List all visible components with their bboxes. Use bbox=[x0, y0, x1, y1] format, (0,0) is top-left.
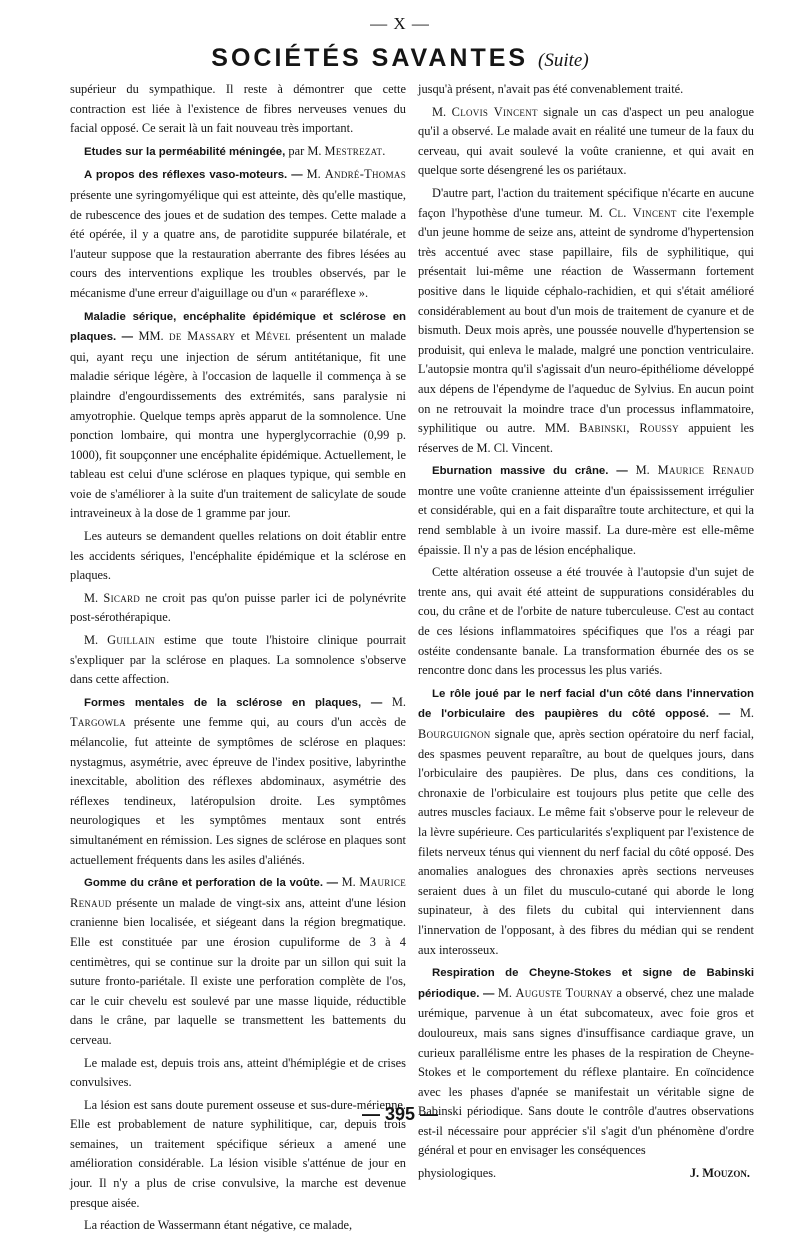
author: Clovis Vincent bbox=[451, 104, 538, 119]
author: André-Thomas bbox=[324, 167, 407, 182]
author: Sicard bbox=[103, 590, 141, 605]
author: Mestrezat. bbox=[324, 143, 386, 158]
paragraph: supérieur du sympathique. Il reste à démontrer que cette contraction est liée à l'existence de fibres nerveuses venues du facial opposé. Ce serait là un fait nouveau très important. bbox=[70, 82, 406, 136]
author: Targowla bbox=[70, 715, 126, 730]
last-line: physiologiques. bbox=[418, 1166, 497, 1181]
paragraph: M. Guillain estime que toute l'histoire clinique pourrait s'expliquer par la sclérose en plaques. La somnolence s'observe dans cette affection. bbox=[70, 633, 406, 687]
paragraph: La lésion est sans doute purement osseuse et sus-dure-mérienne. Elle est probablement de nature syphilitique, car, depuis trois semaines, un traitement spécifique sérieux a amené une amélioration considérable. La lésion visible s'atténue de jour en jour. Il n'y a plus de crise convulsive, la marche est devenue presque aisée. bbox=[70, 1097, 406, 1210]
section-title: Formes mentales de la sclérose en plaques, — bbox=[84, 696, 383, 709]
paragraph: M. Clovis Vincent signale un cas d'aspect un peu analogue qu'il a observé. Le malade avait en réalité une tumeur de la faux du cerveau, qui avait soulevé la voûte cranienne, et qui avait en quelque sorte désengrené les os pariétaux. bbox=[418, 104, 755, 178]
section-title: Etudes sur la perméabilité méningée, bbox=[84, 145, 286, 158]
footer-page-number: — 395 — bbox=[361, 1104, 439, 1124]
paragraph: Les auteurs se demandent quelles relations on doit établir entre les accidents sériques, l'encéphalite épidémique et la sclérose en plaques. bbox=[70, 529, 406, 583]
section-permeabilite: Etudes sur la perméabilité méningée, par M. Mestrezat. bbox=[84, 143, 386, 158]
page-number: — X — bbox=[370, 14, 430, 33]
paragraph: Cette altération osseuse a été trouvée à l'autopsie d'un sujet de trente ans, qui avait été atteint de suppurations considérables du cou, du crâne et de l'orbite de nature tuberculeuse. C'est au contact de ces lésions inflammatoires spécifiques que l'os a réagi par ostéite condensante banale. La transformation éburnée des os se rencontre donc dans les processus les plus variés. bbox=[418, 565, 754, 678]
section-formes-mentales: Formes mentales de la sclérose en plaques, — M. Targowla présente une femme qui, au cours d'un accès de mélancolie, fut atteinte de symptômes de sclérose en plaques: nystagmus, asymétrie, avec épreuve de l'index positive, labyrinthe inexcitable, abolition des réflexes abdominaux, asymétrie des réflexes tendineux, latéropulsion droite. Les symptômes neurologiques et les symptômes mentaux sont entrés simultanément en rémission. Les signes de sclérose en plaques sont actuellement fréquents dans les asiles d'aliénés. bbox=[70, 694, 406, 867]
author: Bourguignon bbox=[418, 727, 491, 741]
section-nerf-facial: Le rôle joué par le nerf facial d'un côté dans l'innervation de l'orbiculaire des paupières du côté opposé. — M. Bourguignon signale que, après section opératoire du nerf facial, des spasmes peuvent reparaître, au bout de quelques jours, dans l'orbiculaire des paupières. De plus, dans ces conditions, la chronaxie de l'orbiculaire est toujours plus petite que celle des autres muscles faciaux. Le même fait s'observe pour le releveur de la lèvre supérieure. Ces particularités s'expliquent par l'existence de filets nerveux ténus qui viennent du nerf facial du côté opposé. Des anomalies analogues des chronaxies après sections nerveuses seraient dues à un filet du musculo-cutané qui aborde le long supinateur, à des filets du cubital qui interviennent dans l'innervation de l'opposant, à des fibres du médian qui se rendent aux interosseux. bbox=[418, 687, 754, 957]
section-eburnation: Eburnation massive du crâne. — M. Maurice Renaud montre une voûte cranienne atteinte d'un épaississement irrégulier et considérable, qui en a fait disparaître toute architecture, et qui la rend semblable à un ivoire massif. La dure-mère est elle-même épaissie. Il n'y a pas de lésion encéphalique. bbox=[418, 463, 755, 557]
paragraph: D'autre part, l'action du traitement spécifique n'écarte en aucune façon l'hypothèse d'une tumeur. M. Cl. Vincent cite l'exemple d'un jeune homme de seize ans, atteint de syndrome d'hypertension très accentué avec stase papillaire, fils de syphilitique, qui présentait lui-même une réaction de Wassermann fortement positive dans le liquide céphalo-rachidien, et qui s'était amélioré considérablement au bout d'un mois de traitement de cyanure et de bismuth. Deux mois après, une poussée nouvelle d'hypertension se produisit, qui enleva le malade, malgré une ponction ventriculaire. L'autopsie montra qu'il s'agissait d'un neuro-épithéliome développé aux dépens de l'épendyme de l'aqueduc de Sylvius. En aucun point on ne retrouvait la moindre trace d'un processus inflammatoire, syphilitique ou autre. MM. Babinski, Roussy appuient les réserves de M. Cl. Vincent. bbox=[418, 185, 754, 455]
section-title: Le rôle joué par le nerf facial d'un côté dans l'innervation de l'orbiculaire des paupières du côté opposé. — bbox=[418, 687, 754, 721]
paragraph: La réaction de Wassermann étant négative, ce malade, bbox=[84, 1218, 353, 1233]
right-column bbox=[418, 80, 755, 1181]
author: Maurice Renaud bbox=[70, 875, 407, 910]
author: Mével bbox=[255, 329, 291, 344]
section-title: Gomme du crâne et perforation de la voûte. — bbox=[84, 877, 339, 890]
paragraph: jusqu'à présent, n'avait pas été convenablement traité. bbox=[418, 82, 684, 96]
section-maladie-serique: Maladie sérique, encéphalite épidémique et sclérose en plaques. — MM. de Massary et Mével présentent un malade qui, ayant reçu une injection de sérum antitétanique, fit une maladie sérique légère, à l'occasion de laquelle il commença à se plaindre d'engourdissements des extrémités, sans paralysie ni amyotrophie. Quelque temps après apparut de la somnolence. Une ponction lombaire, qui montra une hyperglycorrachie (0,99 p. 1000), fit soupçonner une encéphalite épidémique. Actuellement, le tableau est celui d'une sclérose en plaques typique, qui semble en voie de s'améliorer à la suite d'un traitement de salicylate de soude intraveineux à la dose de 1 gramme par jour. bbox=[70, 310, 407, 521]
header-title: SOCIÉTÉS SAVANTES bbox=[211, 44, 529, 72]
paragraph: M. Sicard ne croit pas qu'on puisse parler ici de polynévrite post-sérothérapique. bbox=[70, 590, 406, 625]
paragraph: Le malade est, depuis trois ans, atteint d'hémiplégie et de crises convulsives. bbox=[70, 1055, 406, 1090]
author: Maurice Renaud bbox=[657, 463, 755, 478]
signature: J. Mouzon. bbox=[689, 1166, 750, 1181]
author: Babinski, Roussy bbox=[579, 421, 679, 436]
header-suite: (Suite) bbox=[538, 50, 589, 71]
section-vaso-moteurs: A propos des réflexes vaso-moteurs. — M. André-Thomas présente une syringomyélique qui est atteinte, dès qu'elle mastique, de rubescence des joues et de sudation des tempes. Cette malade a été opérée, il y a quatre ans, de parotidite suppurée bilatérale, et l'auteur suppose que la restauration aberrante des fibres lésées au cours des interventions explique les troubles observés, par le mécanisme d'une erreur d'aiguillage ou d'un « pararéflexe ». bbox=[70, 167, 407, 300]
author: Auguste Tournay bbox=[515, 985, 613, 1000]
section-gomme-crane: Gomme du crâne et perforation de la voûte. — M. Maurice Renaud présente un malade de vingt-six ans, atteint d'une lésion cranienne bien localisée, et siégeant dans la région bregmatique. Elle est constituée par une érosion cupuliforme de 3 à 4 centimètres, qui se continue sur la droite par un sillon qui suit la suture fronto-pariétale. Il existe une perforation complète de l'os, car le cuir chevelu est soulevé par une masse liquide, réductible dans le crâne, par laquelle se transmettent les battements du cerveau. bbox=[70, 875, 407, 1047]
section-title: Respiration de Cheyne-Stokes et signe de Babinski périodique. — bbox=[418, 967, 754, 1000]
section-cheyne-stokes: Respiration de Cheyne-Stokes et signe de Babinski périodique. — M. Auguste Tournay a observé, chez une malade urémique, parvenue à un état subcomateux, avec foie gros et douloureux, mais sans signes d'insuffisance cardiaque grave, un curieux parallélisme entre les phases de la respiration de Cheyne-Stokes et le comportement du réflexe plantaire. En coïncidence avec les phases d'apnée se manifestait un véritable signe de Babinski périodique. Sans doute le contrôle d'autres observations est-il nécessaire pour apprécier s'il s'agit d'un phénomène d'ordre général et pour en envisager les conséquences bbox=[418, 967, 755, 1158]
author: Cl. Vincent bbox=[608, 205, 677, 220]
section-title: Eburnation massive du crâne. — bbox=[432, 465, 628, 478]
author: Guillain bbox=[107, 633, 155, 648]
author: de Massary bbox=[169, 329, 236, 344]
section-title: Maladie sérique, encéphalite épidémique et sclérose en plaques. — bbox=[70, 310, 406, 344]
section-title: A propos des réflexes vaso-moteurs. — bbox=[84, 169, 303, 182]
signature-line bbox=[418, 1164, 754, 1184]
page-header bbox=[0, 44, 800, 73]
